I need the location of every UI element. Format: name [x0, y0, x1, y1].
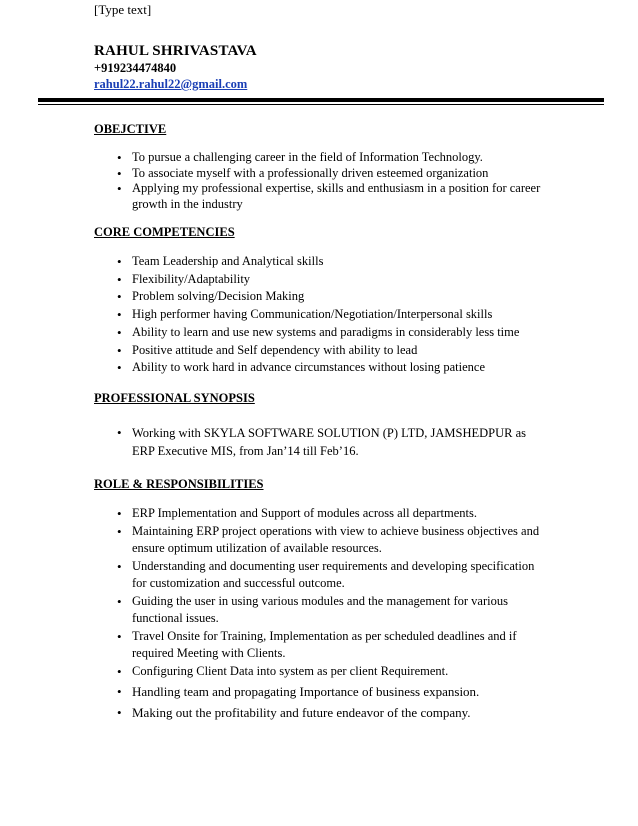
list-item: • Maintaining ERP project operations with view to achieve business objectives and ensure optimum utilization of available resources. — [94, 523, 549, 558]
list-item: • Team Leadership and Analytical skills — [94, 253, 564, 271]
header-divider-thin — [38, 104, 604, 105]
phone-number: +919234474840 — [94, 61, 177, 75]
email-link[interactable]: rahul22.rahul22@gmail.com — [94, 77, 248, 91]
objective-list — [94, 150, 564, 212]
list-item: • Understanding and documenting user requirements and developing specification for customization and successful outcome. — [94, 558, 549, 593]
list-item: • Problem solving/Decision Making — [94, 288, 564, 306]
core-competencies-heading: CORE COMPETENCIES — [94, 225, 235, 239]
roles-list — [94, 505, 549, 721]
list-item: • ERP Implementation and Support of modules across all departments. — [94, 505, 549, 523]
professional-synopsis-list — [94, 424, 534, 460]
list-item: • To associate myself with a professionally driven esteemed organization — [94, 166, 564, 182]
list-item: • Positive attitude and Self dependency with ability to lead — [94, 342, 564, 360]
list-item: • Guiding the user in using various modules and the management for various functional issues. — [94, 593, 549, 628]
list-item: • Flexibility/Adaptability — [94, 271, 564, 289]
list-item: • To pursue a challenging career in the field of Information Technology. — [94, 150, 564, 166]
list-item: • Ability to work hard in advance circumstances without losing patience — [94, 359, 564, 377]
core-competencies-list — [94, 253, 564, 377]
list-item: • Travel Onsite for Training, Implementation as per scheduled deadlines and if required Meeting with Clients. — [94, 628, 549, 663]
list-item: • Configuring Client Data into system as per client Requirement. — [94, 663, 549, 681]
header-note: [Type text] — [94, 2, 152, 17]
list-item: • Handling team and propagating Importance of business expansion. — [94, 683, 549, 701]
list-item: • Applying my professional expertise, skills and enthusiasm in a position for career growth in the industry — [94, 181, 564, 212]
header-divider-thick — [38, 98, 604, 102]
objective-heading: OBEJCTIVE — [94, 122, 167, 136]
professional-synopsis-heading: PROFESSIONAL SYNOPSIS — [94, 391, 255, 405]
list-item: • High performer having Communication/Negotiation/Interpersonal skills — [94, 306, 564, 324]
roles-heading: ROLE & RESPONSIBILITIES — [94, 477, 264, 491]
candidate-name: RAHUL SHRIVASTAVA — [94, 43, 257, 59]
list-item: • Making out the profitability and future endeavor of the company. — [94, 704, 549, 722]
list-item: • Working with SKYLA SOFTWARE SOLUTION (P) LTD, JAMSHEDPUR as ERP Executive MIS, from Jan’14 till Feb’16. — [94, 424, 534, 460]
list-item: • Ability to learn and use new systems and paradigms in considerably less time — [94, 324, 564, 342]
